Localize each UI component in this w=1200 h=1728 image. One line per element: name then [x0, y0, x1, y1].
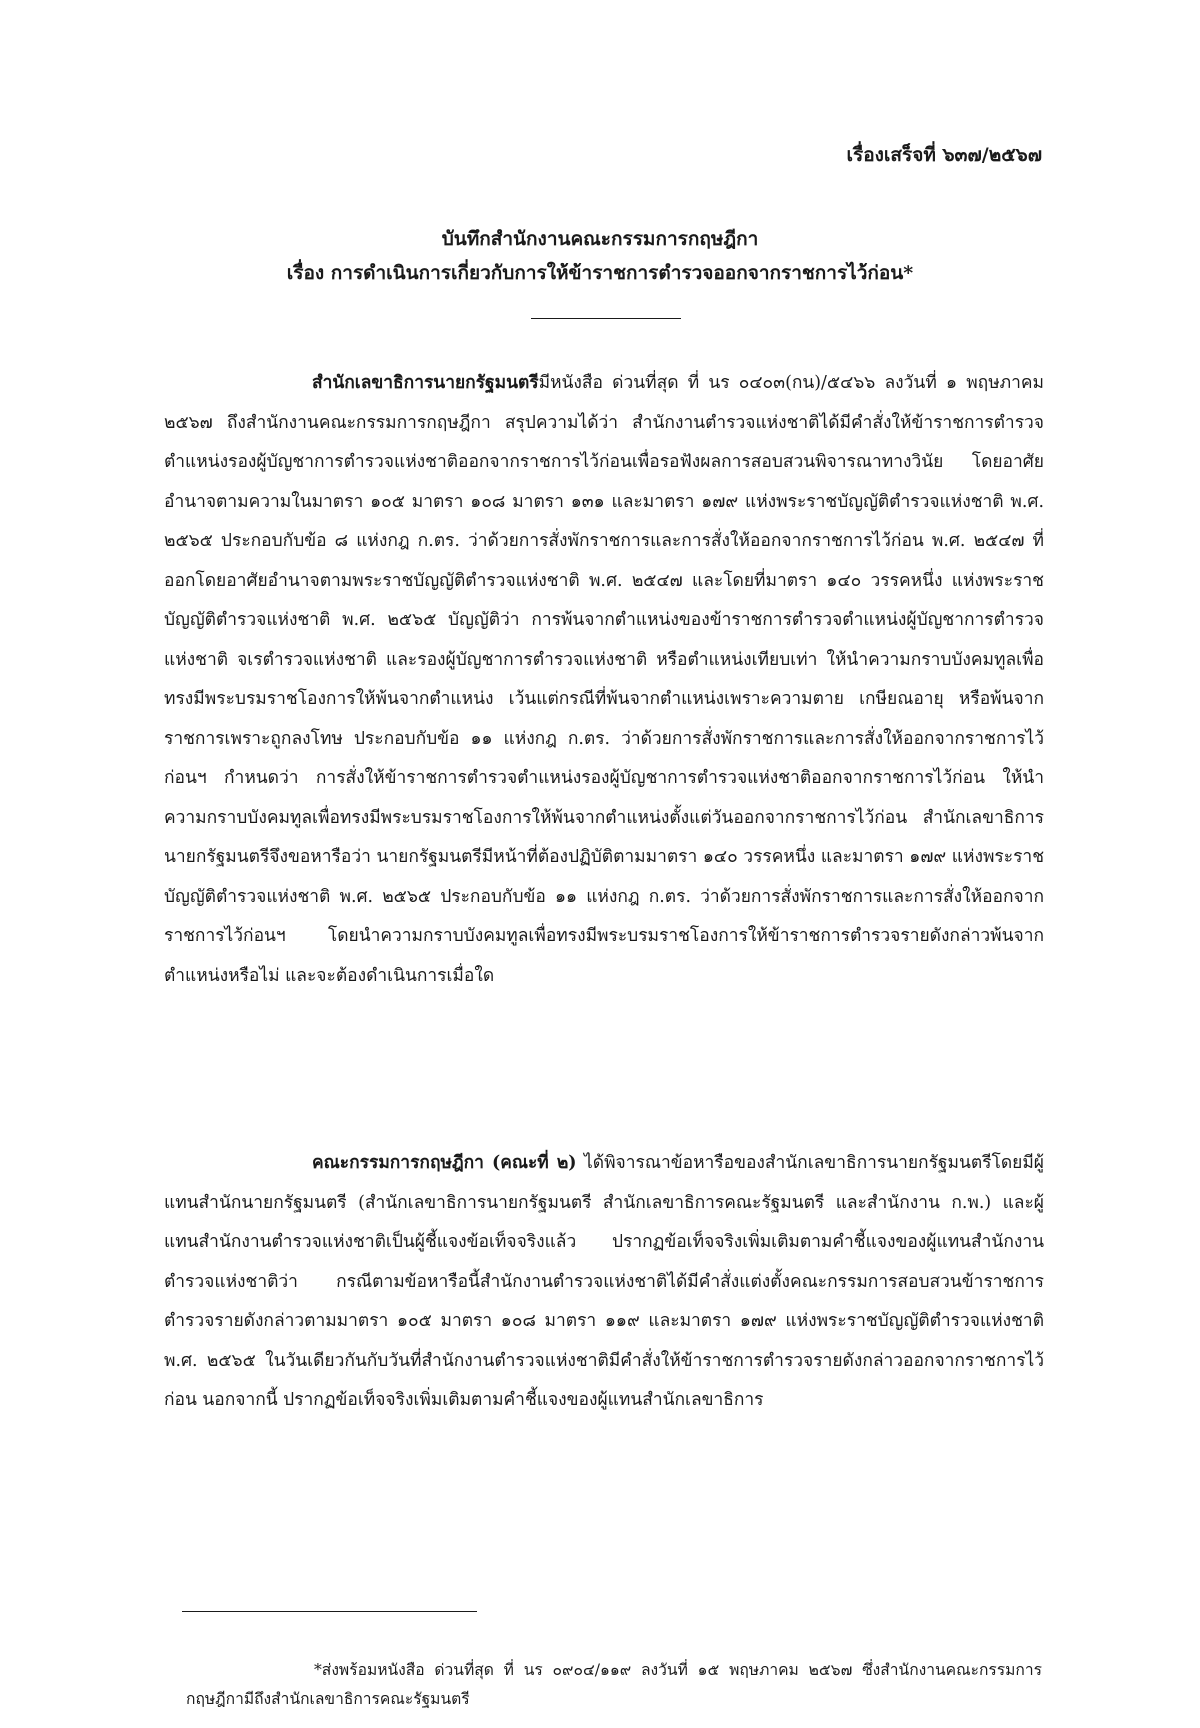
title-line-1: บันทึกสำนักงานคณะกรรมการกฤษฎีกา [441, 228, 759, 250]
title-divider [531, 318, 681, 319]
document-title [150, 222, 1050, 290]
paragraph-2-lead: คณะกรรมการกฤษฎีกา (คณะที่ ๒) [312, 1153, 577, 1173]
body-paragraph-2 [164, 1144, 1044, 1421]
footnote-text: *ส่งพร้อมหนังสือ ด่วนที่สุด ที่ นร ๐๙๐๔/๑๑๙ ลงวันที่ ๑๕ พฤษภาคม ๒๕๖๗ ซึ่งสำนักงานคณะกรรมการกฤษฎีกามีถึงสำนักเลขาธิการคณะรัฐมนตรี [186, 1661, 1042, 1708]
paragraph-1-lead: สำนักเลขาธิการนายกรัฐมนตรี [312, 373, 539, 393]
footnote [186, 1656, 1042, 1714]
paragraph-1-text: มีหนังสือ ด่วนที่สุด ที่ นร ๐๔๐๓(กน)/๕๔๖๖ ลงวันที่ ๑ พฤษภาคม ๒๕๖๗ ถึงสำนักงานคณะกรรมการกฤษฎีกา สรุปความได้ว่า สำนักงานตำรวจแห่งชาติได้มีคำสั่งให้ข้าราชการตำรวจตำแหน่งรองผู้บัญชาการตำรวจแห่งชาติออกจากราชการไว้ก่อนเพื่อรอฟังผลการสอบสวนพิจารณาทางวินัย โดยอาศัยอำนาจตามความในมาตรา ๑๐๕ มาตรา ๑๐๘ มาตรา ๑๓๑ และมาตรา ๑๗๙ แห่งพระราชบัญญัติตำรวจแห่งชาติ พ.ศ. ๒๕๖๕ ประกอบกับข้อ ๘ แห่งกฎ ก.ตร. ว่าด้วยการสั่งพักราชการและการสั่งให้ออกจากราชการไว้ก่อน พ.ศ. ๒๕๔๗ ที่ออกโดยอาศัยอำนาจตามพระราชบัญญัติตำรวจแห่งชาติ พ.ศ. ๒๕๔๗ และโดยที่มาตรา ๑๔๐ วรรคหนึ่ง แห่งพระราชบัญญัติตำรวจแห่งชาติ พ.ศ. ๒๕๖๕ บัญญัติว่า การพ้นจากตำแหน่งของข้าราชการตำรวจตำแหน่งผู้บัญชาการตำรวจแห่งชาติ จเรตำรวจแห่งชาติ และรองผู้บัญชาการตำรวจแห่งชาติ หรือตำแหน่งเทียบเท่า ให้นำความกราบบังคมทูลเพื่อทรงมีพระบรมราชโองการให้พ้นจากตำแหน่ง เว้นแต่กรณีที่พ้นจากตำแหน่งเพราะความตาย เกษียณอายุ หรือพ้นจากราชการเพราะถูกลงโทษ ประกอบกับข้อ ๑๑ แห่งกฎ ก.ตร. ว่าด้วยการสั่งพักราชการและการสั่งให้ออกจากราชการไว้ก่อนฯ กำหนดว่า การสั่งให้ข้าราชการตำรวจตำแหน่งรองผู้บัญชาการตำรวจแห่งชาติออกจากราชการไว้ก่อน ให้นำความกราบบังคมทูลเพื่อทรงมีพระบรมราชโองการให้พ้นจากตำแหน่งตั้งแต่วันออกจากราชการไว้ก่อน สำนักเลขาธิการนายกรัฐมนตรีจึงขอหารือว่า นายกรัฐมนตรีมีหน้าที่ต้องปฏิบัติตามมาตรา ๑๔๐ วรรคหนึ่ง และมาตรา ๑๗๙ แห่งพระราชบัญญัติตำรวจแห่งชาติ พ.ศ. ๒๕๖๕ ประกอบกับข้อ ๑๑ แห่งกฎ ก.ตร. ว่าด้วยการสั่งพักราชการและการสั่งให้ออกจากราชการไว้ก่อนฯ โดยนำความกราบบังคมทูลเพื่อทรงมีพระบรมราชโองการให้ข้าราชการตำรวจรายดังกล่าวพ้นจากตำแหน่งหรือไม่ และจะต้องดำเนินการเมื่อใด [164, 373, 1044, 986]
footnote-divider [182, 1611, 477, 1612]
case-number: เรื่องเสร็จที่ ๖๓๗/๒๕๖๗ [846, 144, 1042, 166]
title-line-2: เรื่อง การดำเนินการเกี่ยวกับการให้ข้าราชการตำรวจออกจากราชการไว้ก่อน* [286, 262, 914, 284]
body-paragraph-1 [164, 364, 1044, 996]
paragraph-2-text: ได้พิจารณาข้อหารือของสำนักเลขาธิการนายกรัฐมนตรีโดยมีผู้แทนสำนักนายกรัฐมนตรี (สำนักเลขาธิการนายกรัฐมนตรี สำนักเลขาธิการคณะรัฐมนตรี และสำนักงาน ก.พ.) และผู้แทนสำนักงานตำรวจแห่งชาติเป็นผู้ชี้แจงข้อเท็จจริงแล้ว ปรากฏข้อเท็จจริงเพิ่มเติมตามคำชี้แจงของผู้แทนสำนักงานตำรวจแห่งชาติว่า กรณีตามข้อหารือนี้สำนักงานตำรวจแห่งชาติได้มีคำสั่งแต่งตั้งคณะกรรมการสอบสวนข้าราชการตำรวจรายดังกล่าวตามมาตรา ๑๐๕ มาตรา ๑๐๘ มาตรา ๑๑๙ และมาตรา ๑๗๙ แห่งพระราชบัญญัติตำรวจแห่งชาติ พ.ศ. ๒๕๖๕ ในวันเดียวกันกับวันที่สำนักงานตำรวจแห่งชาติมีคำสั่งให้ข้าราชการตำรวจรายดังกล่าวออกจากราชการไว้ก่อน นอกจากนี้ ปรากฏข้อเท็จจริงเพิ่มเติมตามคำชี้แจงของผู้แทนสำนักเลขาธิการ [164, 1153, 1044, 1410]
